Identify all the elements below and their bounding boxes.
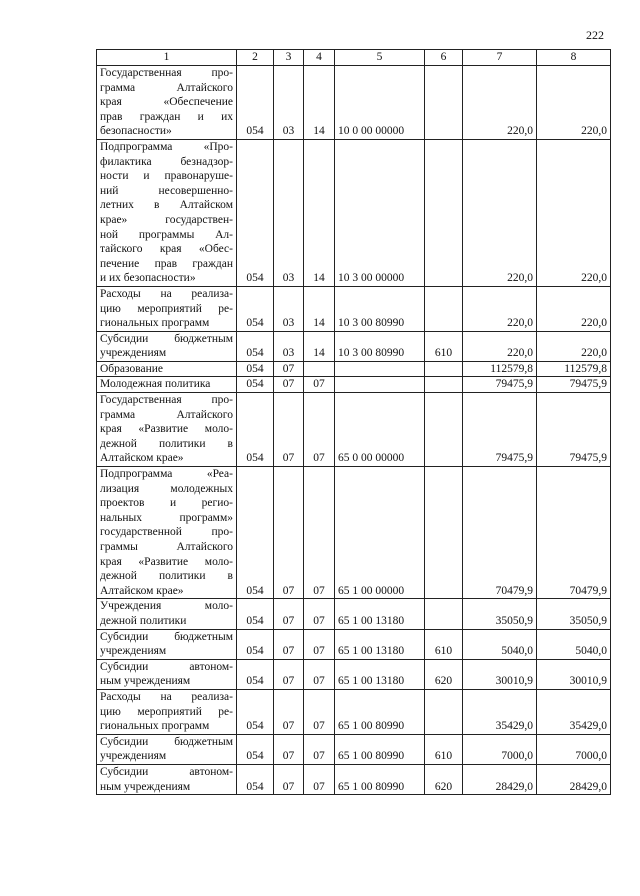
expense-type-cell: 610 — [425, 734, 463, 764]
row-name-line: грамма Алтайского — [100, 408, 233, 421]
row-name-line: Алтайском крае» — [100, 584, 184, 597]
row-name-line: учреждениям — [100, 750, 167, 763]
amount-year2-cell: 7000,0 — [537, 734, 611, 764]
target-article-cell: 65 1 00 80990 — [335, 734, 425, 764]
amount-year2-cell: 79475,9 — [537, 377, 611, 393]
table-row — [97, 393, 611, 467]
row-name-line: государственной про- — [100, 526, 233, 539]
target-article-cell: 65 1 00 13180 — [335, 599, 425, 629]
amount-year2-cell: 220,0 — [537, 139, 611, 286]
expense-type-cell — [425, 599, 463, 629]
subsection-code-cell: 14 — [304, 139, 335, 286]
row-name-cell — [97, 764, 237, 794]
subsection-code-cell: 07 — [304, 659, 335, 689]
section-code-cell: 07 — [274, 361, 304, 377]
amount-year1-cell: 5040,0 — [463, 629, 537, 659]
table-row — [97, 764, 611, 794]
target-article-cell: 65 1 00 13180 — [335, 659, 425, 689]
amount-year1-cell: 35429,0 — [463, 689, 537, 734]
amount-year1-cell: 28429,0 — [463, 764, 537, 794]
grbs-code-cell: 054 — [237, 286, 274, 331]
table-body — [97, 66, 611, 795]
amount-year2-cell: 70479,9 — [537, 467, 611, 599]
row-name-line: Алтайском крае» — [100, 452, 184, 465]
target-article-cell: 10 3 00 80990 — [335, 331, 425, 361]
row-name-cell — [97, 689, 237, 734]
subsection-code-cell: 07 — [304, 629, 335, 659]
row-name-line: печение прав граждан — [100, 257, 233, 270]
table-row — [97, 331, 611, 361]
row-name-cell — [97, 361, 237, 377]
amount-year2-cell: 28429,0 — [537, 764, 611, 794]
target-article-cell: 65 1 00 00000 — [335, 467, 425, 599]
row-name-cell — [97, 734, 237, 764]
subsection-code-cell: 14 — [304, 66, 335, 140]
budget-table — [96, 49, 611, 795]
row-name-line: ным учреждениям — [100, 780, 191, 793]
row-name-line: Субсидии автоном- — [100, 660, 233, 673]
amount-year2-cell: 79475,9 — [537, 393, 611, 467]
amount-year2-cell: 35429,0 — [537, 689, 611, 734]
row-name-line: дежной политики в — [100, 437, 233, 450]
section-code-cell: 07 — [274, 377, 304, 393]
column-header: 3 — [274, 50, 304, 66]
expense-type-cell — [425, 689, 463, 734]
section-code-cell: 07 — [274, 659, 304, 689]
row-name-cell — [97, 629, 237, 659]
table-row — [97, 377, 611, 393]
amount-year2-cell: 220,0 — [537, 286, 611, 331]
row-name-line: летних в Алтайском — [100, 199, 233, 212]
subsection-code-cell: 07 — [304, 689, 335, 734]
amount-year1-cell: 7000,0 — [463, 734, 537, 764]
subsection-code-cell: 14 — [304, 286, 335, 331]
grbs-code-cell: 054 — [237, 393, 274, 467]
row-name-line: учреждениям — [100, 347, 167, 360]
target-article-cell: 10 3 00 80990 — [335, 286, 425, 331]
grbs-code-cell: 054 — [237, 331, 274, 361]
target-article-cell: 65 1 00 13180 — [335, 629, 425, 659]
row-name-line: и их безопасности» — [100, 272, 196, 285]
row-name-line: Молодежная политика — [100, 378, 211, 391]
grbs-code-cell: 054 — [237, 659, 274, 689]
row-name-line: Учреждения моло- — [100, 600, 233, 613]
row-name-cell — [97, 286, 237, 331]
table-row — [97, 66, 611, 140]
row-name-cell — [97, 66, 237, 140]
table-row — [97, 629, 611, 659]
row-name-line: гиональных программ — [100, 720, 210, 733]
target-article-cell — [335, 377, 425, 393]
amount-year2-cell: 220,0 — [537, 66, 611, 140]
row-name-line: дежной политики — [100, 614, 187, 627]
row-name-line: Расходы на реализа- — [100, 690, 233, 703]
column-header: 8 — [537, 50, 611, 66]
table-row — [97, 599, 611, 629]
amount-year2-cell: 35050,9 — [537, 599, 611, 629]
expense-type-cell — [425, 361, 463, 377]
amount-year1-cell: 220,0 — [463, 331, 537, 361]
row-name-line: грамма Алтайского — [100, 81, 233, 94]
grbs-code-cell: 054 — [237, 629, 274, 659]
amount-year2-cell: 220,0 — [537, 331, 611, 361]
expense-type-cell — [425, 467, 463, 599]
row-name-line: филактика безнадзор- — [100, 155, 233, 168]
section-code-cell: 07 — [274, 734, 304, 764]
amount-year2-cell: 112579,8 — [537, 361, 611, 377]
target-article-cell: 65 1 00 80990 — [335, 689, 425, 734]
table-row — [97, 689, 611, 734]
amount-year1-cell: 79475,9 — [463, 377, 537, 393]
row-name-line: ности и правонаруше- — [100, 170, 233, 183]
grbs-code-cell: 054 — [237, 734, 274, 764]
row-name-cell — [97, 377, 237, 393]
expense-type-cell — [425, 286, 463, 331]
row-name-line: гиональных программ — [100, 317, 210, 330]
row-name-line: граммы Алтайского — [100, 541, 233, 553]
expense-type-cell: 620 — [425, 764, 463, 794]
table-row — [97, 734, 611, 764]
target-article-cell: 10 0 00 00000 — [335, 66, 425, 140]
expense-type-cell: 620 — [425, 659, 463, 689]
section-code-cell: 03 — [274, 286, 304, 331]
row-name-cell — [97, 331, 237, 361]
page-number: 222 — [586, 28, 604, 42]
row-name-line: Субсидии бюджетным — [100, 630, 233, 643]
section-code-cell: 03 — [274, 66, 304, 140]
row-name-line: Подпрограмма «Про- — [100, 140, 233, 153]
column-header: 4 — [304, 50, 335, 66]
row-name-line: ной программы Ал- — [100, 228, 233, 241]
expense-type-cell — [425, 393, 463, 467]
subsection-code-cell: 07 — [304, 734, 335, 764]
amount-year1-cell: 35050,9 — [463, 599, 537, 629]
expense-type-cell — [425, 377, 463, 393]
row-name-line: тайского края «Обес- — [100, 243, 233, 256]
row-name-line: безопасности» — [100, 125, 172, 138]
row-name-line: Расходы на реализа- — [100, 287, 233, 300]
table-row — [97, 467, 611, 599]
amount-year2-cell: 30010,9 — [537, 659, 611, 689]
row-name-line: края «Развитие моло- — [100, 423, 233, 436]
amount-year1-cell: 79475,9 — [463, 393, 537, 467]
row-name-cell — [97, 659, 237, 689]
row-name-line: крае» государствен- — [100, 213, 233, 226]
table-row — [97, 139, 611, 286]
expense-type-cell — [425, 66, 463, 140]
row-name-cell — [97, 393, 237, 467]
row-name-line: края «Развитие моло- — [100, 555, 233, 568]
row-name-cell — [97, 139, 237, 286]
grbs-code-cell: 054 — [237, 764, 274, 794]
expense-type-cell — [425, 139, 463, 286]
amount-year1-cell: 220,0 — [463, 66, 537, 140]
row-name-line: лизация молодежных — [100, 482, 233, 495]
amount-year1-cell: 112579,8 — [463, 361, 537, 377]
row-name-line: Образование — [100, 362, 164, 375]
section-code-cell: 07 — [274, 467, 304, 599]
subsection-code-cell: 07 — [304, 377, 335, 393]
row-name-line: дежной политики в — [100, 570, 233, 583]
amount-year2-cell: 5040,0 — [537, 629, 611, 659]
row-name-line: Подпрограмма «Реа- — [100, 468, 233, 481]
amount-year1-cell: 220,0 — [463, 286, 537, 331]
row-name-line: Субсидии бюджетным — [100, 735, 233, 748]
row-name-cell — [97, 599, 237, 629]
row-name-line: учреждениям — [100, 645, 167, 658]
grbs-code-cell: 054 — [237, 599, 274, 629]
row-name-line: Субсидии автоном- — [100, 765, 233, 778]
row-name-line: Государственная про- — [100, 394, 233, 407]
table-row — [97, 286, 611, 331]
target-article-cell: 65 1 00 80990 — [335, 764, 425, 794]
amount-year1-cell: 70479,9 — [463, 467, 537, 599]
grbs-code-cell: 054 — [237, 361, 274, 377]
grbs-code-cell: 054 — [237, 467, 274, 599]
row-name-cell — [97, 467, 237, 599]
subsection-code-cell: 07 — [304, 467, 335, 599]
subsection-code-cell — [304, 361, 335, 377]
subsection-code-cell: 14 — [304, 331, 335, 361]
column-header: 5 — [335, 50, 425, 66]
expense-type-cell: 610 — [425, 331, 463, 361]
row-name-line: прав граждан и их — [100, 110, 233, 123]
target-article-cell: 65 0 00 00000 — [335, 393, 425, 467]
row-name-line: проектов и регио- — [100, 497, 233, 510]
column-header: 6 — [425, 50, 463, 66]
section-code-cell: 07 — [274, 629, 304, 659]
section-code-cell: 07 — [274, 689, 304, 734]
subsection-code-cell: 07 — [304, 393, 335, 467]
grbs-code-cell: 054 — [237, 66, 274, 140]
section-code-cell: 07 — [274, 764, 304, 794]
row-name-line: края «Обеспечение — [100, 96, 233, 109]
grbs-code-cell: 054 — [237, 377, 274, 393]
row-name-line: цию мероприятий ре- — [100, 302, 233, 315]
section-code-cell: 07 — [274, 393, 304, 467]
expense-type-cell: 610 — [425, 629, 463, 659]
column-header-row — [97, 50, 611, 66]
section-code-cell: 07 — [274, 599, 304, 629]
row-name-line: нальных программ» — [100, 511, 233, 524]
row-name-line: ным учреждениям — [100, 675, 191, 688]
subsection-code-cell: 07 — [304, 599, 335, 629]
row-name-line: Субсидии бюджетным — [100, 332, 233, 345]
target-article-cell: 10 3 00 00000 — [335, 139, 425, 286]
row-name-line: Государственная про- — [100, 67, 233, 79]
column-header: 7 — [463, 50, 537, 66]
amount-year1-cell: 220,0 — [463, 139, 537, 286]
row-name-line: цию мероприятий ре- — [100, 705, 233, 718]
row-name-line: ний несовершенно- — [100, 184, 233, 197]
grbs-code-cell: 054 — [237, 689, 274, 734]
section-code-cell: 03 — [274, 331, 304, 361]
table-row — [97, 659, 611, 689]
section-code-cell: 03 — [274, 139, 304, 286]
column-header: 2 — [237, 50, 274, 66]
column-header: 1 — [97, 50, 237, 66]
grbs-code-cell: 054 — [237, 139, 274, 286]
amount-year1-cell: 30010,9 — [463, 659, 537, 689]
table-row — [97, 361, 611, 377]
target-article-cell — [335, 361, 425, 377]
subsection-code-cell: 07 — [304, 764, 335, 794]
